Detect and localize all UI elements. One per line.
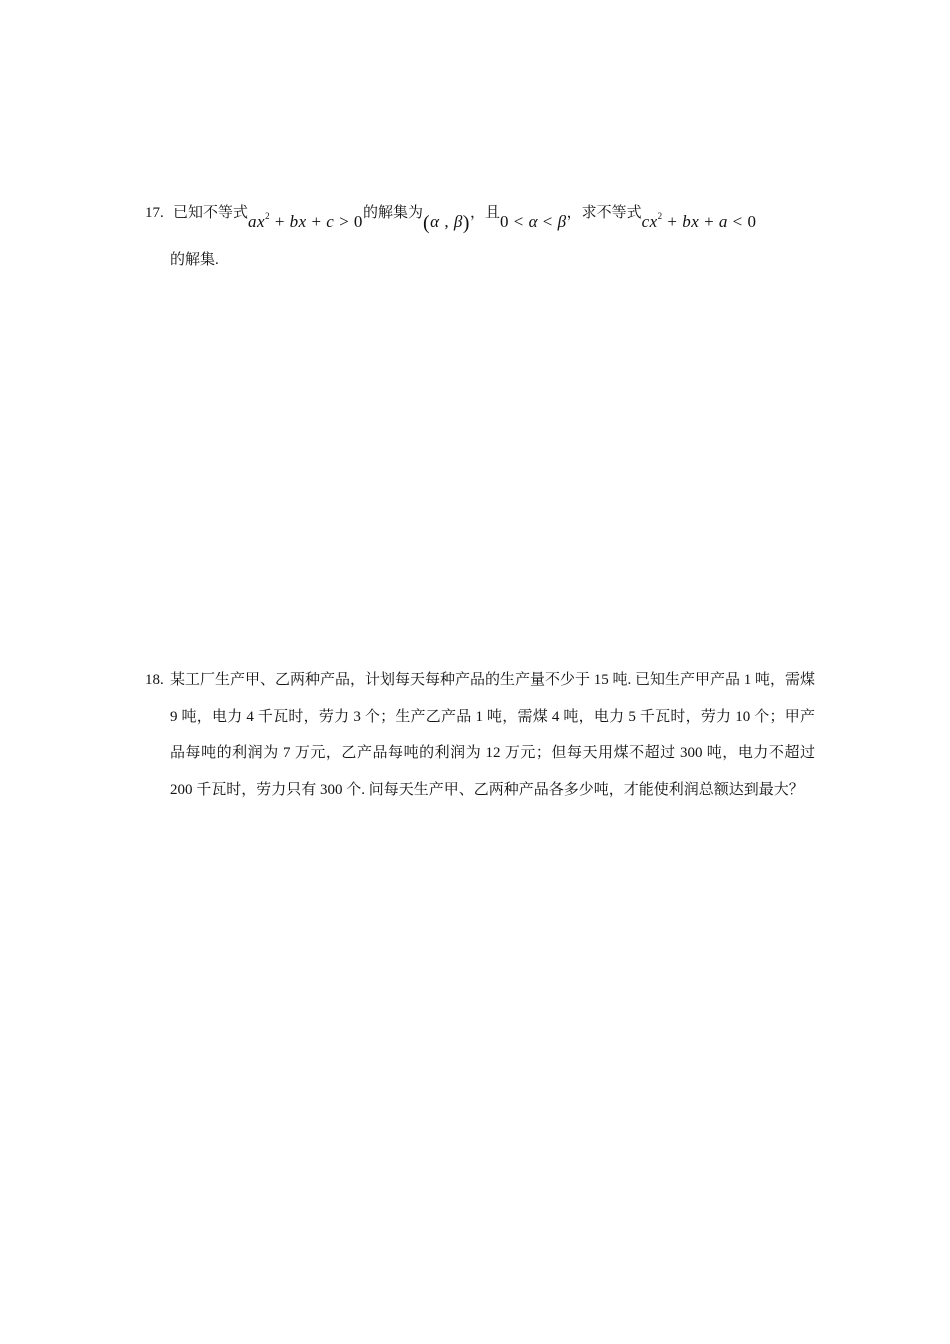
inequality-expression: $ax^2$ + bx + c > 0	[248, 211, 363, 231]
inequality-expression-2: $cx^2$ + bx + a < 0	[641, 211, 757, 231]
problem-text: 已知不等式	[173, 205, 249, 221]
problem-17-line-1	[145, 196, 815, 234]
condition-expression: 0 < α < β	[499, 212, 567, 231]
problem-text: ，且	[469, 205, 500, 221]
problem-text: 某工厂生产甲、乙两种产品，计划每天每种产品的生产量不少于 15 吨. 已知生产甲产品 1 吨，需煤 9 吨，电力 4 千瓦时，劳力 3 个；生产乙产品 1 吨，需煤 4 吨，电力 5 千瓦时，劳力 10 个；甲产品每吨的利润为 7 万元，乙产品每吨的利润为 12 万元；但每天用煤不超过 300 吨，电力不超过 200 千瓦时，劳力只有 300 个. 问每天生产甲、乙两种产品各多少吨，才能使利润总额达到最大？	[170, 672, 816, 798]
interval-expression: (α , β)	[422, 212, 470, 234]
problem-18-paragraph	[145, 662, 815, 808]
problem-text: ，求不等式	[566, 205, 642, 221]
problem-18	[145, 662, 815, 808]
problem-17	[145, 196, 815, 270]
problem-17-line-2: 的解集.	[170, 252, 219, 268]
problem-number: 18.	[145, 672, 164, 688]
problem-number: 17.	[145, 205, 164, 221]
problem-text: 的解集为	[362, 205, 423, 221]
